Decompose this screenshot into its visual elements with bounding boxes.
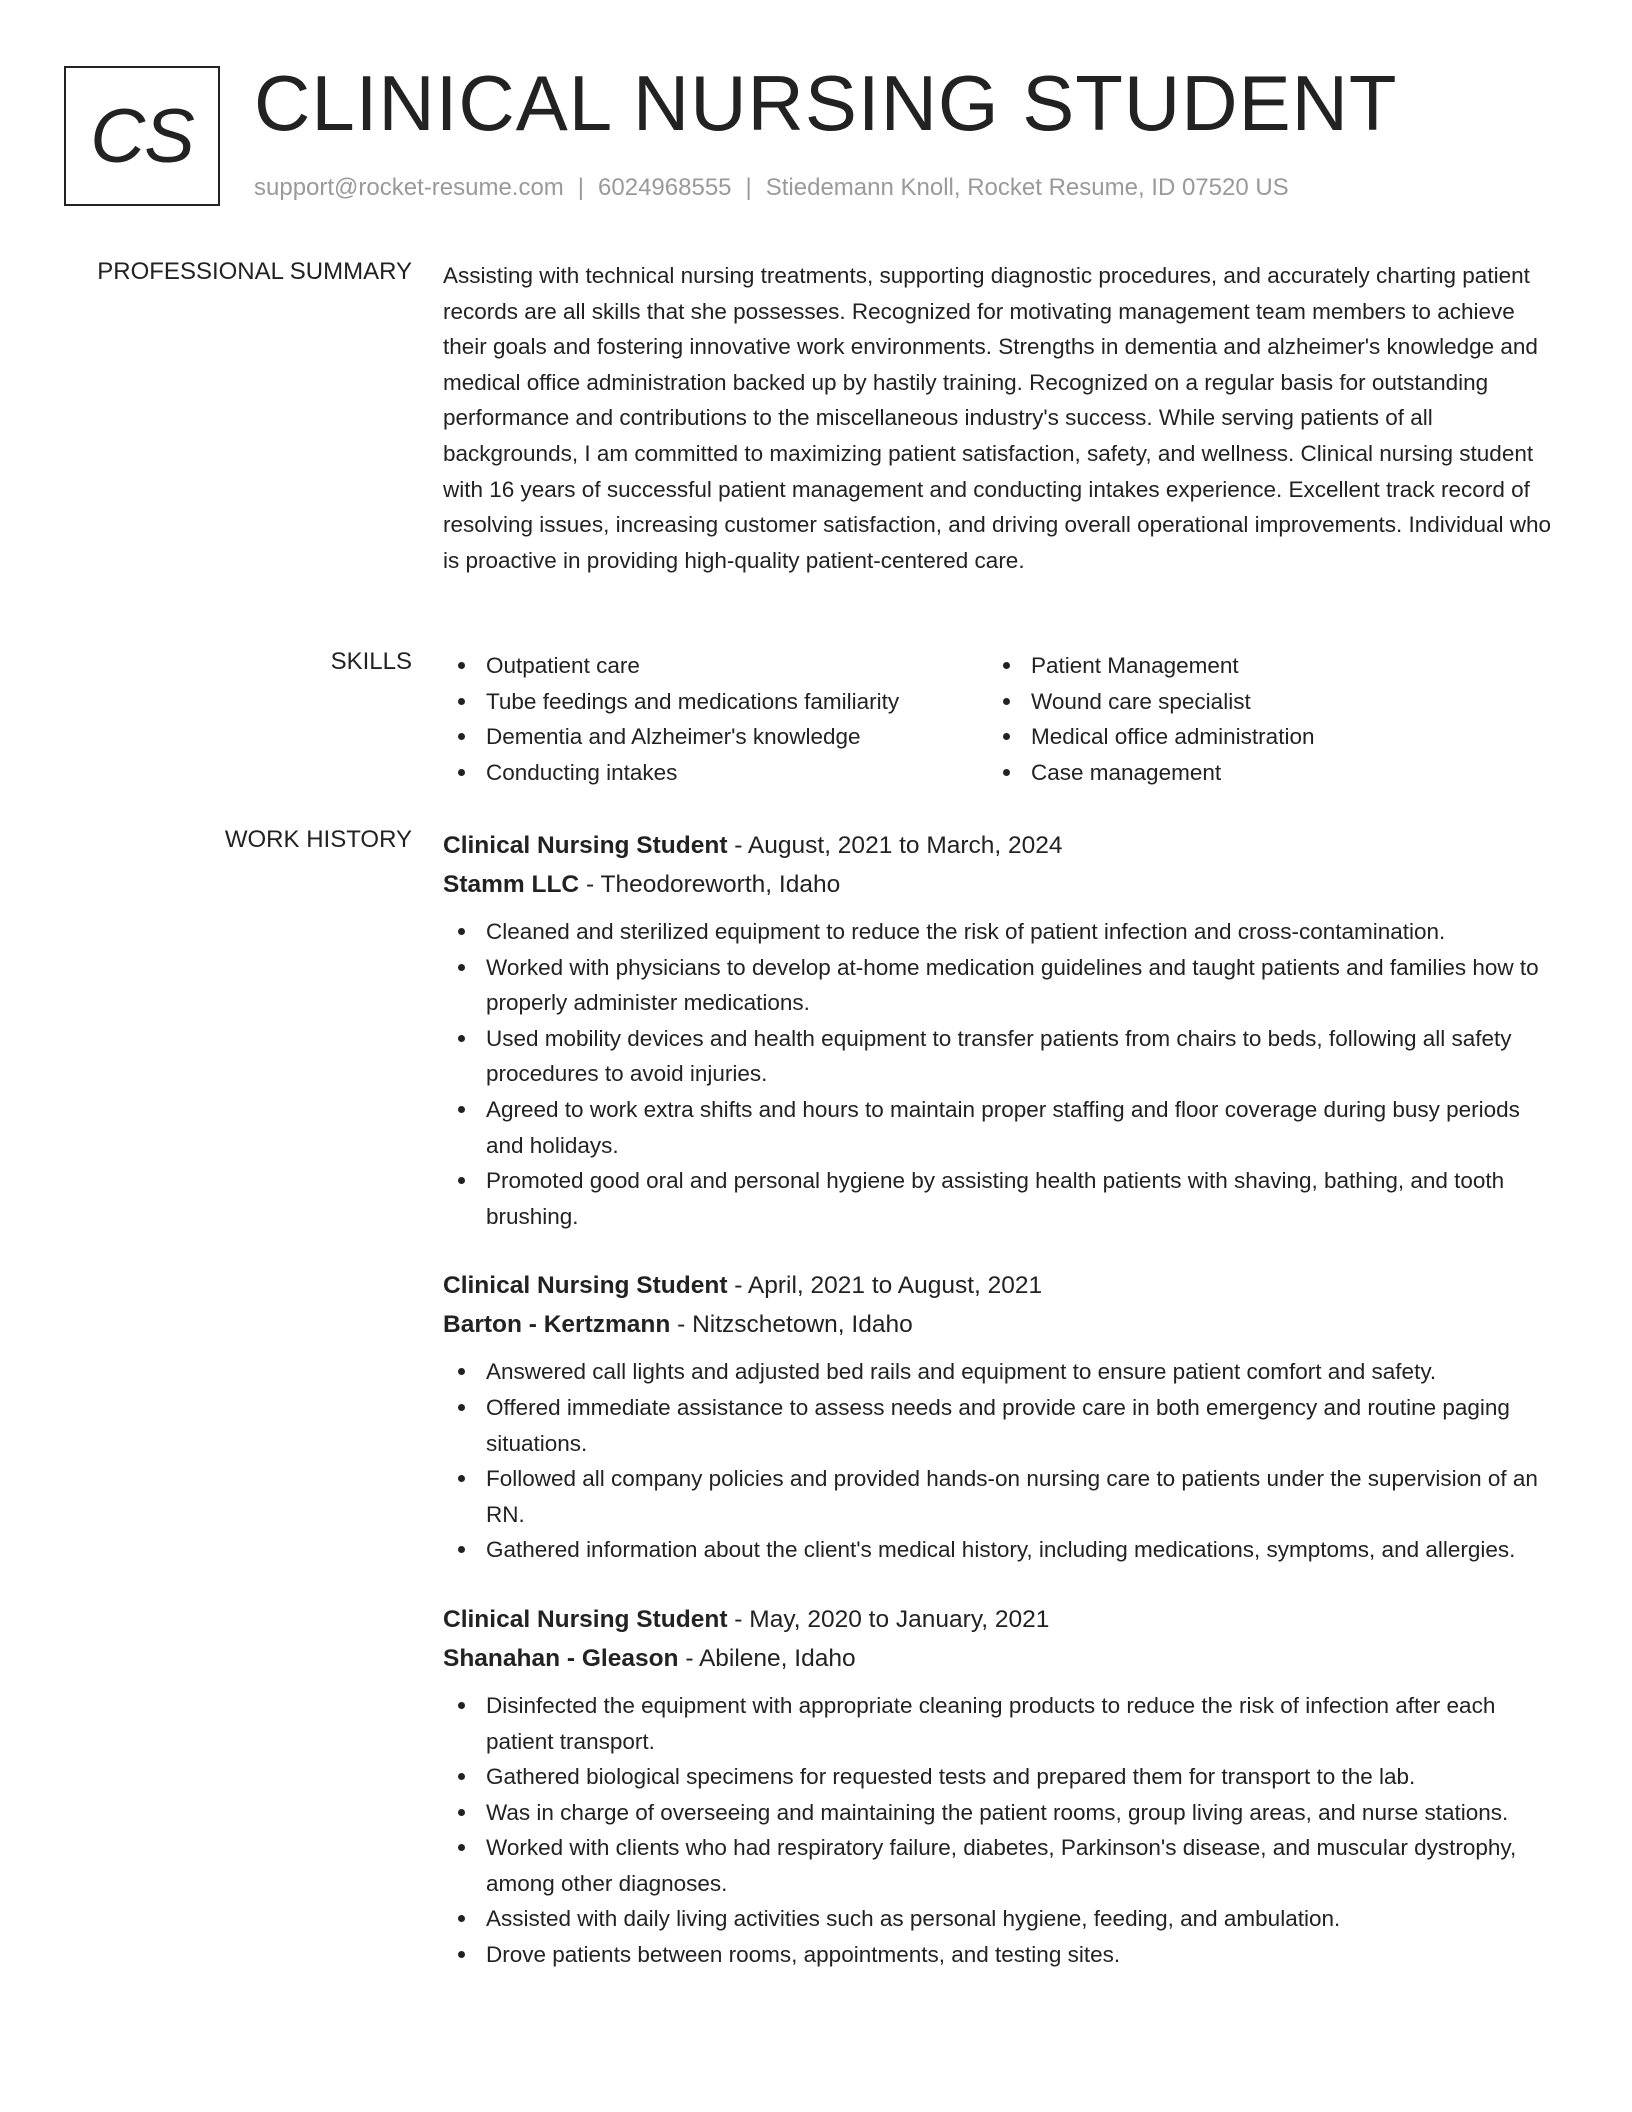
job-entry	[443, 1600, 1563, 1973]
job-title: Clinical Nursing Student	[443, 1272, 728, 1300]
skills-grid	[443, 648, 1563, 790]
job-company: Shanahan - Gleason	[443, 1644, 679, 1672]
skill-item: Medical office administration	[988, 719, 1533, 755]
job-title-line	[443, 1266, 1563, 1305]
job-dates: May, 2020 to January, 2021	[749, 1605, 1050, 1633]
skills-body	[443, 648, 1563, 790]
contact-separator: |	[745, 174, 752, 201]
job-title: Clinical Nursing Student	[443, 832, 728, 859]
job-bullet: Gathered information about the client's medical history, including medications, symptoms, and allergies.	[443, 1532, 1563, 1568]
monogram-box	[64, 66, 220, 206]
contact-address: Stiedemann Knoll, Rocket Resume, ID 07520 US	[765, 174, 1289, 201]
job-entry	[443, 1266, 1563, 1568]
skill-item: Dementia and Alzheimer's knowledge	[443, 719, 988, 755]
monogram-initials: CS	[90, 93, 194, 179]
skills-column-right	[988, 648, 1533, 790]
job-bullets	[443, 914, 1563, 1234]
job-dates: April, 2021 to August, 2021	[747, 1272, 1043, 1300]
job-bullet: Followed all company policies and provided hands-on nursing care to patients under the supervision of an RN.	[443, 1461, 1563, 1532]
skill-item: Wound care specialist	[988, 684, 1533, 720]
job-bullet: Drove patients between rooms, appointments, and testing sites.	[443, 1937, 1563, 1973]
job-bullet: Worked with clients who had respiratory failure, diabetes, Parkinson's disease, and muscular dystrophy, among other diagnoses.	[443, 1830, 1563, 1901]
job-dash: -	[678, 1644, 699, 1672]
job-title-line	[443, 1600, 1563, 1639]
job-company-line	[443, 1639, 1563, 1678]
job-company: Barton - Kertzmann	[443, 1311, 671, 1339]
job-bullet: Used mobility devices and health equipment to transfer patients from chairs to beds, following all safety procedures to avoid injuries.	[443, 1021, 1563, 1092]
contact-email: support@rocket-resume.com	[254, 174, 564, 201]
skills-label: SKILLS	[330, 648, 412, 675]
resume-name: CLINICAL NURSING STUDENT	[254, 59, 1398, 147]
job-bullet: Cleaned and sterilized equipment to reduce the risk of patient infection and cross-contamination.	[443, 914, 1563, 950]
job-dash: -	[727, 832, 748, 859]
contact-line	[254, 174, 1289, 202]
job-dates: August, 2021 to March, 2024	[747, 832, 1063, 859]
summary-label: PROFESSIONAL SUMMARY	[97, 258, 412, 285]
contact-phone: 6024968555	[598, 174, 732, 201]
job-entry	[443, 826, 1563, 1234]
job-location: Nitzschetown, Idaho	[692, 1311, 913, 1339]
work-body	[443, 826, 1563, 1973]
skill-item: Outpatient care	[443, 648, 988, 684]
job-location: Abilene, Idaho	[698, 1644, 856, 1672]
job-location: Theodoreworth, Idaho	[600, 871, 841, 898]
job-bullet: Worked with physicians to develop at-home medication guidelines and taught patients and families how to properly administer medications.	[443, 950, 1563, 1021]
skills-column-left	[443, 648, 988, 790]
summary-text: Assisting with technical nursing treatments, supporting diagnostic procedures, and accurately charting patient records are all skills that she possesses. Recognized for motivating management team members to achieve their goals and fostering innovative work environments. Strengths in dementia and alzheimer's knowledge and medical office administration backed up by hastily training. Recognized on a regular basis for outstanding performance and contributions to the miscellaneous industry's success. While serving patients of all backgrounds, I am committed to maximizing patient satisfaction, safety, and wellness. Clinical nursing student with 16 years of successful patient management and conducting intakes experience. Excellent track record of resolving issues, increasing customer satisfaction, and driving overall operational improvements. Individual who is proactive in providing high-quality patient-centered care.	[443, 263, 1552, 573]
contact-separator: |	[577, 174, 585, 201]
job-company-line	[443, 865, 1563, 904]
skill-item: Tube feedings and medications familiarity	[443, 684, 988, 720]
job-dash: -	[670, 1311, 693, 1339]
skill-item: Conducting intakes	[443, 755, 988, 791]
job-bullet: Gathered biological specimens for requested tests and prepared them for transport to the lab.	[443, 1759, 1563, 1795]
job-company-line	[443, 1305, 1563, 1344]
job-dash: -	[727, 1272, 748, 1300]
job-bullet: Assisted with daily living activities such as personal hygiene, feeding, and ambulation.	[443, 1901, 1563, 1937]
summary-body	[443, 258, 1563, 578]
job-bullets	[443, 1354, 1563, 1568]
job-bullet: Agreed to work extra shifts and hours to maintain proper staffing and floor coverage during busy periods and holidays.	[443, 1092, 1563, 1163]
job-company: Stamm LLC	[443, 871, 580, 898]
job-bullet: Promoted good oral and personal hygiene by assisting health patients with shaving, bathing, and tooth brushing.	[443, 1163, 1563, 1234]
job-bullet: Offered immediate assistance to assess needs and provide care in both emergency and routine paging situations.	[443, 1390, 1563, 1461]
job-bullets	[443, 1688, 1563, 1973]
skill-item: Case management	[988, 755, 1533, 791]
skill-item: Patient Management	[988, 648, 1533, 684]
job-bullet: Answered call lights and adjusted bed rails and equipment to ensure patient comfort and safety.	[443, 1354, 1563, 1390]
job-title: Clinical Nursing Student	[443, 1605, 728, 1633]
job-title-line	[443, 826, 1563, 865]
job-bullet: Disinfected the equipment with appropriate cleaning products to reduce the risk of infection after each patient transport.	[443, 1688, 1563, 1759]
job-dash: -	[727, 1605, 750, 1633]
work-label: WORK HISTORY	[224, 826, 412, 853]
job-dash: -	[579, 871, 601, 898]
job-bullet: Was in charge of overseeing and maintaining the patient rooms, group living areas, and nurse stations.	[443, 1795, 1563, 1831]
